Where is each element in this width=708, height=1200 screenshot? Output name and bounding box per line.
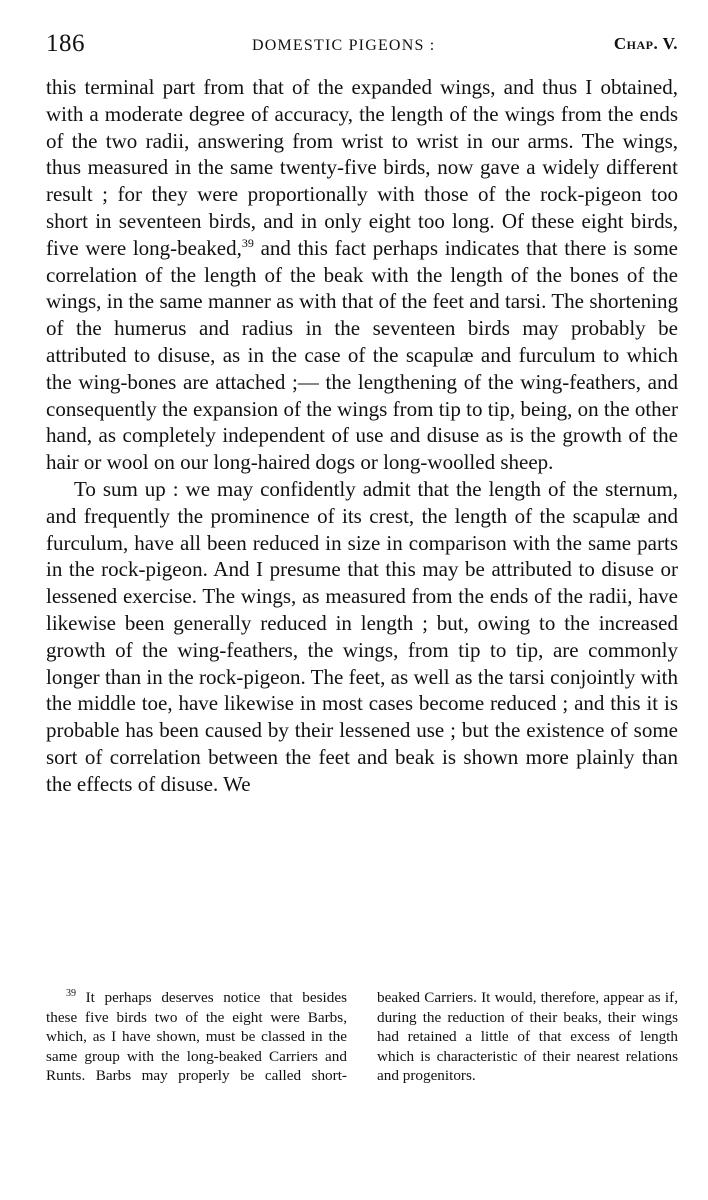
- paragraph-1-text-a: this terminal part from that of the expanded wings, and thus I obtained, with a moderate degree of accuracy, the length of the wings from the ends of the two radii, answering from wrist to wrist in our arms. The wings, thus measured in the same twenty-five birds, now gave a widely different result ; for they were proportionally with those of the rock-pigeon too short in seventeen birds, and in only eight too long. Of these eight birds, five were long-beaked,: [46, 75, 678, 260]
- book-page: [46, 30, 678, 1085]
- page-header: [46, 30, 678, 68]
- running-title: DOMESTIC PIGEONS :: [252, 37, 436, 54]
- paragraph-2: To sum up : we may confidently admit that the length of the sternum, and frequently the prominence of its crest, the length of the scapulæ and furculum, have all been reduced in size in comparison with the same parts in the rock-pigeon. And I presume that this may be attributed to disuse or lessened exercise. The wings, as measured from the ends of the radii, have likewise been generally reduced in length ; but, owing to the increased growth of the wing-feathers, the wings, from tip to tip, are commonly longer than in the rock-pigeon. The feet, as well as the tarsi conjointly with the middle toe, have likewise in most cases become reduced ; and this it is probable has been caused by their lessened use ; but the existence of some sort of correlation between the feet and beak is shown more plainly than the effects of disuse. We: [46, 476, 678, 796]
- footnote-section: [46, 988, 678, 1086]
- footnote-reference[interactable]: 39: [241, 235, 254, 250]
- main-text: [46, 74, 678, 798]
- paragraph-1-text-b: and this fact perhaps indicates that there is some correlation of the length of the beak with the length of the bones of the wings, in the same manner as with that of the feet and tarsi. The shortening of the humerus and radius in the seventeen birds may probably be attributed to disuse, as in the case of the scapulæ and furculum to which the wing-bones are attached ;— the lengthening of the wing-feathers, and consequently the expansion of the wings from tip to tip, being, on the other hand, as completely independent of use and disuse as is the growth of the hair or wool on our long-haired dogs or long-woolled sheep.: [46, 235, 678, 475]
- footnote-text: It perhaps deserves notice that besides these five birds two of the eight were Barbs, which, as I have shown, must be classed in the same group with the long-beaked Carriers and Runts. Barbs may properly be called short-beaked Carriers. It would, therefore, appear as if, during the reduction of their beaks, their wings had retained a little of that excess of length which is characteristic of their nearest relations and progenitors.: [46, 989, 678, 1085]
- footnote-mark: 39: [66, 987, 76, 999]
- paragraph-1: [46, 74, 678, 476]
- chapter-label: Chap. V.: [613, 34, 678, 53]
- page-number: 186: [46, 30, 85, 57]
- footnote-39: [46, 988, 678, 1086]
